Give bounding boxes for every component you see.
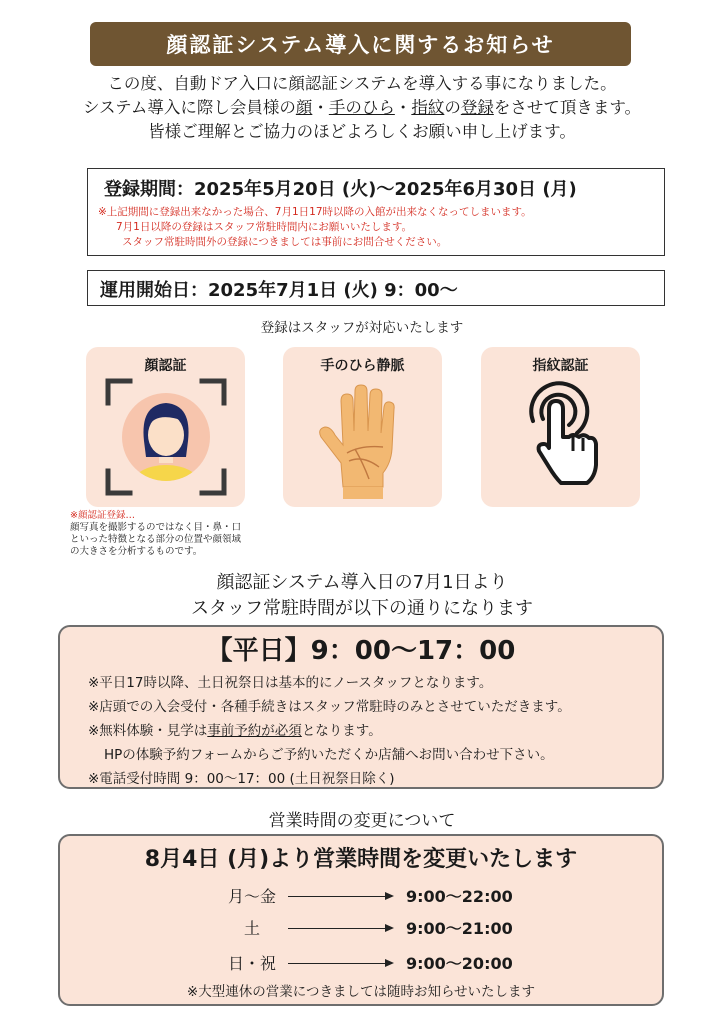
weekday-note-part: ※無料体験・見学は — [88, 723, 208, 739]
hours-day: 月～金 — [227, 887, 276, 906]
hours-time: 9:00～20:00 — [406, 954, 513, 973]
registration-note: スタッフ常駐時間外の登録につきましては事前にお問合せください。 — [122, 236, 448, 248]
registration-note: ※上記期間に登録出来なかった場合、7月1日17時以降の入館が出来なくなってしまいます。 — [98, 206, 532, 218]
operation-start: 運用開始日：2025年7月1日 (火) 9：00～ — [100, 280, 458, 301]
intro-palm-word: 手のひら — [328, 98, 395, 117]
staff-hours-heading-line: スタッフ常駐時間が以下の通りになります — [191, 598, 533, 619]
arrow-right-icon — [288, 963, 392, 964]
intro-line-2-pre: システム導入に際し会員様の — [82, 98, 296, 117]
intro-line-2-post: をさせて頂きます。 — [493, 98, 642, 117]
registration-note: 7月1日以降の登録はスタッフ常駐時間内にお願いいたします。 — [116, 221, 413, 233]
weekday-note: HPの体験予約フォームからご予約いただくか店舗へお問い合わせ下さい。 — [104, 747, 554, 763]
reservation-required: 事前予約が必須 — [207, 723, 302, 739]
weekday-staff-box — [58, 625, 664, 789]
weekday-note: ※電話受付時間 9：00～17：00 (土日祝祭日除く) — [88, 771, 395, 787]
intro-sep-2: ・ — [394, 98, 412, 117]
palm-icon — [313, 383, 413, 501]
weekday-note: ※平日17時以降、土日祝祭日は基本的にノースタッフとなります。 — [88, 675, 493, 691]
intro-reg-word: 登録 — [460, 98, 494, 117]
intro-finger-word: 指紋 — [411, 98, 445, 117]
card-face-recognition — [86, 347, 245, 507]
face-note-line: の大きさを分析するものです。 — [70, 546, 203, 557]
hours-day: 日・祝 — [227, 954, 276, 973]
hours-note: ※大型連休の営業につきましては随時お知らせいたします — [186, 984, 536, 1000]
weekday-note-part: となります。 — [301, 723, 382, 739]
operation-box — [87, 270, 665, 306]
business-hours-box — [58, 834, 664, 1006]
arrow-right-icon — [288, 896, 392, 897]
weekday-note — [88, 719, 382, 739]
page-title: 顔認証システム導入に関するお知らせ — [90, 22, 631, 66]
staff-note: 登録はスタッフが対応いたします — [260, 320, 464, 336]
intro-line-2 — [0, 96, 724, 120]
intro-text — [0, 72, 724, 144]
card-fingerprint — [481, 347, 640, 507]
card-label: 手のひら静脈 — [320, 358, 405, 374]
face-note-head: ※顔認証登録… — [70, 510, 135, 521]
weekday-note: ※店頭での入会受付・各種手続きはスタッフ常駐時のみとさせていただきます。 — [88, 699, 571, 715]
intro-line-1: この度、自動ドア入口に顔認証システムを導入する事になりました。 — [107, 74, 617, 93]
card-palm-vein — [283, 347, 442, 507]
card-label: 指紋認証 — [532, 358, 589, 374]
staff-hours-heading — [0, 570, 724, 622]
face-note-line: といった特徴となる部分の位置や顔領域 — [70, 534, 242, 545]
face-note-line: 顔写真を撮影するのではなく目・鼻・口 — [70, 522, 242, 533]
arrow-right-icon — [288, 928, 392, 929]
hours-time: 9:00～22:00 — [406, 887, 513, 906]
intro-line-2-mid: の — [444, 98, 461, 117]
hours-section-title: 営業時間の変更について — [268, 811, 456, 831]
intro-face-word: 顔 — [295, 98, 313, 117]
hours-day: 土 — [243, 919, 260, 938]
fingerprint-touch-icon — [511, 381, 611, 495]
weekday-title: 【平日】9：00～17：00 — [206, 636, 516, 666]
staff-hours-heading-line: 顔認証システム導入日の7月1日より — [216, 572, 508, 593]
face-recognition-note — [70, 510, 241, 558]
intro-sep-1: ・ — [312, 98, 329, 117]
registration-notes — [98, 205, 532, 250]
card-label: 顔認証 — [144, 358, 187, 374]
registration-box — [87, 168, 665, 256]
hours-title: 8月4日 (月)より営業時間を変更いたします — [144, 847, 578, 872]
hours-time: 9:00～21:00 — [406, 919, 513, 938]
face-scan-icon — [102, 375, 230, 499]
registration-period: 登録期間：2025年5月20日 (火)～2025年6月30日 (月) — [104, 179, 577, 200]
intro-line-3: 皆様ご理解とご協力のほどよろしくお願い申し上げます。 — [148, 122, 576, 141]
